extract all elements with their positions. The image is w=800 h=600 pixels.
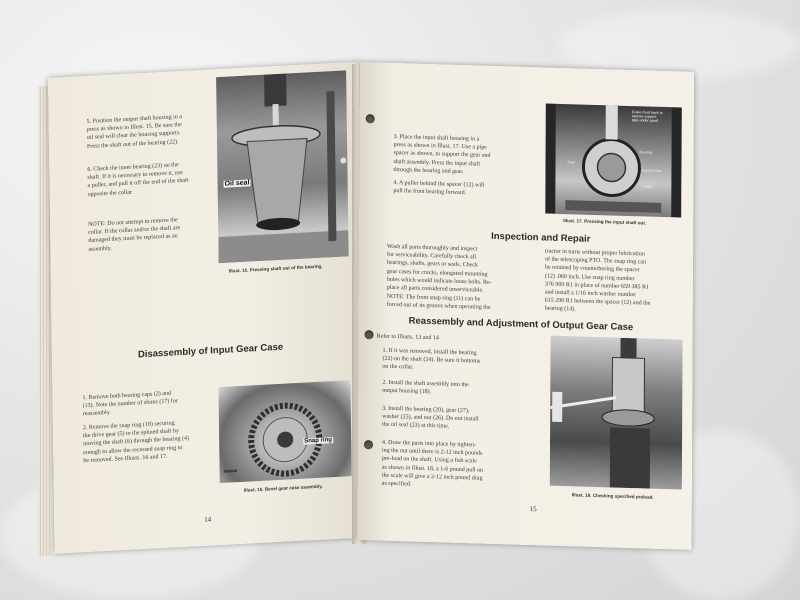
- heading-reassembly: Reassembly and Adjustment of Output Gear Case: [408, 315, 634, 334]
- page-number-left: 14: [204, 515, 212, 524]
- support-pipe-label: Support pipe: [641, 168, 662, 173]
- oil-seal-label: Oil seal: [224, 179, 250, 188]
- photo-illust-16: [218, 380, 351, 483]
- reassembly-step-4: 4. Draw the parts into place by tighten- ing the nut until there is 2-12 inch pounds pre-load on the shaft. Using a fish scale as shown in Illust. 18, a 1-6 pound pull on the scale will give a 2-12 inch pound drag as specified.: [381, 439, 484, 488]
- heading-disassembly-input: Disassembly of Input Gear Case: [137, 341, 284, 361]
- inspection-note: NOTE: The front snap ring (11) can be forced out of its groove when operating the: [386, 293, 491, 312]
- reassembly-step-2: 2. Install the shaft assembly into the output housing (18).: [382, 379, 469, 396]
- left-para-2: 2. Remove the snap ring (18) securing the drive gear (5) to the splined shaft by moving the shaft (6) through the bearing (4) enough to allow the recessed snap ring to be removed. See Illusts. 16 and 17.: [82, 420, 189, 464]
- reassembly-step-3: 3. Install the bearing (20), gear (27), washer (25), and nut (26). Do not install the oil seal (23) at this time.: [382, 405, 479, 431]
- inspection-text-right: tractor in turns without proper lubrication of the telescoping PTO. The snap ring can be retained by counterboring the spacer (12) .060 inch. Use snap ring number 376 909 R1 in place of number 659 385 R1 and install a 1/16 inch washer number 615 290 R1 between the spacer (12) and the bearing (14).: [544, 248, 651, 313]
- gear-label: Gear: [567, 160, 576, 165]
- caption-illust-18: Illust. 18. Checking specified preload.: [571, 492, 654, 500]
- heading-inspection: Inspection and Repair: [491, 230, 591, 245]
- left-para-1: 1. Remove both bearing caps (2) and (13). Note the number of shims (17) for reassembly.: [82, 390, 178, 418]
- v-plate-label: V-plate: [641, 184, 653, 189]
- snap-ring-label: Snap ring: [304, 437, 332, 445]
- inspection-text-left: Wash all parts thoroughly and inspect for serviceability. Carefully check all bearings, shafts, gears or seals. Check gear cases for cracks, elongated mounting holes which would indicate loose bolts. Re- place all parts considered unserviceable.: [386, 243, 492, 294]
- right-page: [357, 62, 693, 550]
- photo-illust-15: [216, 70, 349, 263]
- preload-check-image: [550, 336, 683, 490]
- photo16-code: RNM49: [223, 468, 238, 474]
- caption-illust-16: Illust. 16. Bevel gear case assembly.: [243, 483, 323, 493]
- left-page: [48, 62, 367, 554]
- caption-illust-17: Illust. 17. Pressing the input shaft out.: [563, 218, 647, 226]
- left-note: NOTE: Do not attempt to remove the collar. If the collar and/or the shaft are damaged they must be replaced as an assembly.: [88, 217, 181, 253]
- right-para-3: 3. Place the input shaft housing in a press as shown in Illust. 17. Use a pipe spacer as shown, to support the gear and shaft assembly. Press the input shaft through the bearing and gear.: [393, 133, 491, 175]
- photo-illust-17: [545, 104, 682, 218]
- right-para-4: 4. A puller behind the spacer (12) will pull the front bearing forward.: [393, 179, 485, 197]
- bevel-gear-image: [218, 380, 351, 483]
- bearing-label: Bearing: [639, 150, 652, 155]
- caption-illust-15: Illust. 15. Pressing shaft out of the bearing.: [228, 263, 323, 274]
- reassembly-step-1: 1. If it was removed, install the bearing (22) on the shaft (24). Be sure it bottoms on the collar.: [382, 347, 481, 371]
- page-number-right: 15: [529, 505, 537, 514]
- punch-hole: [364, 440, 373, 449]
- left-para-5: 5. Position the output shaft housing in a press as shown in Illust. 15. Be sure the oil seal will clear the housing supports. Press the shaft out of the bearing (22).: [86, 113, 183, 150]
- left-para-6: 6. Check the inner bearing (23) on the shaft. If it is necessary to remove it, use a puller, and pull it off the end of the shaft opposite the collar.: [87, 162, 189, 198]
- refer-illusts: Refer to Illusts. 13 and 14: [376, 333, 439, 342]
- photo17-note-label: (Case must back to expose support pipe under gear): [631, 110, 663, 123]
- punch-hole: [366, 114, 375, 123]
- punch-hole: [365, 330, 374, 339]
- photo-illust-18: [550, 336, 683, 490]
- press-shaft-image: [216, 70, 349, 263]
